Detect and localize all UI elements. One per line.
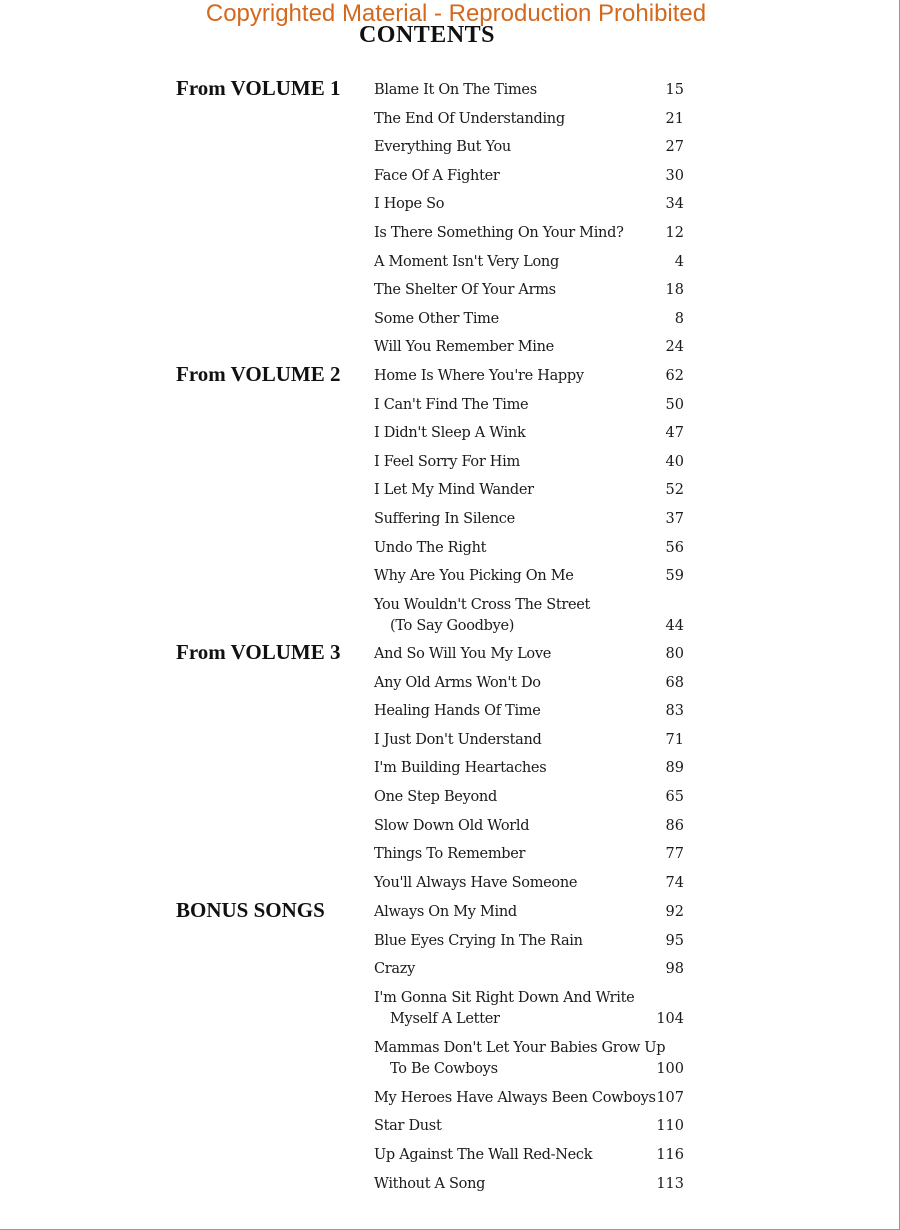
page-number: 77 (665, 846, 684, 863)
page-number: 15 (665, 82, 684, 98)
song-title: Healing Hands Of Time (374, 703, 541, 720)
song-title: Always On My Mind (374, 904, 517, 920)
contents-entry (374, 1145, 684, 1165)
page-number: 86 (665, 817, 684, 834)
song-title: Crazy (374, 961, 416, 978)
song-title: Suffering In Silence (374, 511, 515, 527)
page-number: 116 (656, 1147, 684, 1163)
page-number: 52 (665, 482, 684, 499)
song-title: I Didn't Sleep A Wink (374, 425, 526, 442)
page-number: 24 (665, 339, 684, 356)
song-title: I Just Don't Understand (374, 731, 542, 748)
contents-entry (374, 366, 684, 386)
song-title: One Step Beyond (374, 789, 497, 805)
section-heading-volume-1: From VOLUME 1 (176, 76, 341, 100)
contents-entry (374, 931, 684, 951)
song-title: Things To Remember (374, 846, 526, 863)
section-heading-volume-2: From VOLUME 2 (176, 362, 341, 386)
contents-entry (374, 844, 684, 864)
song-title: Star Dust (374, 1118, 442, 1135)
page-number: 4 (674, 253, 684, 270)
song-title: I'm Gonna Sit Right Down And Write (374, 989, 635, 1006)
contents-entry (374, 395, 684, 415)
song-title: I Let My Mind Wander (374, 482, 534, 499)
page-number: 56 (665, 539, 684, 556)
contents-entry (374, 644, 684, 664)
contents-entry (374, 787, 684, 807)
section-heading-volume-3: From VOLUME 3 (176, 640, 341, 664)
page-number: 100 (656, 1060, 684, 1077)
song-title: Will You Remember Mine (374, 339, 554, 356)
contents-entry (374, 166, 684, 186)
song-title: Blame It On The Times (374, 82, 537, 98)
song-title: Home Is Where You're Happy (374, 368, 584, 384)
page-number: 40 (665, 453, 684, 470)
page-number: 107 (656, 1089, 684, 1106)
song-title: I Feel Sorry For Him (374, 453, 520, 470)
page-number: 110 (656, 1118, 684, 1135)
page-number: 83 (665, 703, 684, 720)
contents-entry (374, 816, 684, 836)
contents-entry (374, 509, 684, 529)
song-title: Everything But You (374, 139, 511, 156)
song-title: Mammas Don't Let Your Babies Grow Up (374, 1039, 666, 1056)
contents-entry (374, 1088, 684, 1108)
page-number: 104 (656, 1010, 684, 1027)
song-title: A Moment Isn't Very Long (374, 253, 559, 270)
page-number: 21 (665, 110, 684, 127)
song-title: Undo The Right (374, 539, 487, 556)
song-title: Slow Down Old World (374, 817, 530, 834)
contents-entry (374, 730, 684, 750)
song-title: Up Against The Wall Red-Neck (374, 1147, 593, 1163)
page-number: 74 (665, 874, 684, 891)
contents-entry (374, 959, 684, 979)
page-title: CONTENTS (358, 22, 496, 48)
contents-entry (374, 758, 684, 778)
page-number: 27 (665, 139, 684, 156)
contents-entry (374, 595, 684, 634)
contents-entry (374, 873, 684, 893)
song-title: My Heroes Have Always Been Cowboys (374, 1089, 656, 1106)
song-title: I'm Building Heartaches (374, 760, 547, 777)
song-title: Face Of A Fighter (374, 167, 500, 184)
song-title: Is There Something On Your Mind? (374, 225, 624, 241)
contents-entry (374, 480, 684, 500)
section-heading-bonus-songs: BONUS SONGS (176, 898, 325, 922)
contents-entry (374, 673, 684, 693)
contents-entry (374, 223, 684, 243)
contents-entry (374, 194, 684, 214)
page-number: 65 (665, 789, 684, 805)
contents-entry (374, 1038, 684, 1077)
page-number: 95 (665, 932, 684, 949)
contents-entry (374, 80, 684, 100)
page-number: 8 (674, 310, 684, 327)
page-number: 18 (665, 282, 684, 299)
page-number: 62 (665, 368, 684, 384)
song-title: You'll Always Have Someone (374, 874, 578, 891)
page-number: 44 (665, 617, 684, 634)
contents-entry (374, 1116, 684, 1136)
page-number: 47 (665, 425, 684, 442)
song-title: You Wouldn't Cross The Street (374, 596, 591, 613)
contents-entry (374, 109, 684, 129)
song-title: And So Will You My Love (374, 646, 552, 662)
page-number: 59 (665, 568, 684, 585)
contents-entry (374, 280, 684, 300)
song-title: Blue Eyes Crying In The Rain (374, 932, 583, 949)
contents-entry (374, 423, 684, 443)
song-title: Any Old Arms Won't Do (374, 674, 541, 691)
contents-entry (374, 137, 684, 157)
song-title-continuation: (To Say Goodbye) (390, 617, 515, 634)
page-number: 30 (665, 167, 684, 184)
song-title: I Can't Find The Time (374, 396, 529, 413)
page-number: 71 (665, 731, 684, 748)
page-number: 113 (656, 1175, 684, 1192)
contents-entry (374, 902, 684, 922)
contents-entry (374, 309, 684, 329)
song-title: The Shelter Of Your Arms (374, 282, 556, 299)
contents-entry (374, 701, 684, 721)
song-title: Why Are You Picking On Me (374, 568, 574, 585)
song-title: Without A Song (374, 1175, 486, 1192)
contents-entry (374, 337, 684, 357)
contents-entry (374, 1174, 684, 1194)
contents-entry (374, 538, 684, 558)
contents-entry (374, 452, 684, 472)
contents-entry (374, 988, 684, 1027)
page-number: 34 (665, 196, 684, 213)
song-title: I Hope So (374, 196, 445, 213)
contents-entry (374, 566, 684, 586)
song-title: Some Other Time (374, 310, 499, 327)
page-number: 92 (665, 904, 684, 920)
contents-entry (374, 252, 684, 272)
page-number: 37 (665, 511, 684, 527)
song-title: The End Of Understanding (374, 110, 565, 127)
page-number: 50 (665, 396, 684, 413)
page-number: 89 (665, 760, 684, 777)
song-title-continuation: Myself A Letter (390, 1010, 500, 1027)
page-number: 12 (665, 225, 684, 241)
page-number: 98 (665, 961, 684, 978)
song-title-continuation: To Be Cowboys (390, 1060, 498, 1077)
page-number: 80 (665, 646, 684, 662)
copyright-watermark: Copyrighted Material - Reproduction Prohibited (205, 0, 707, 27)
page-number: 68 (665, 674, 684, 691)
